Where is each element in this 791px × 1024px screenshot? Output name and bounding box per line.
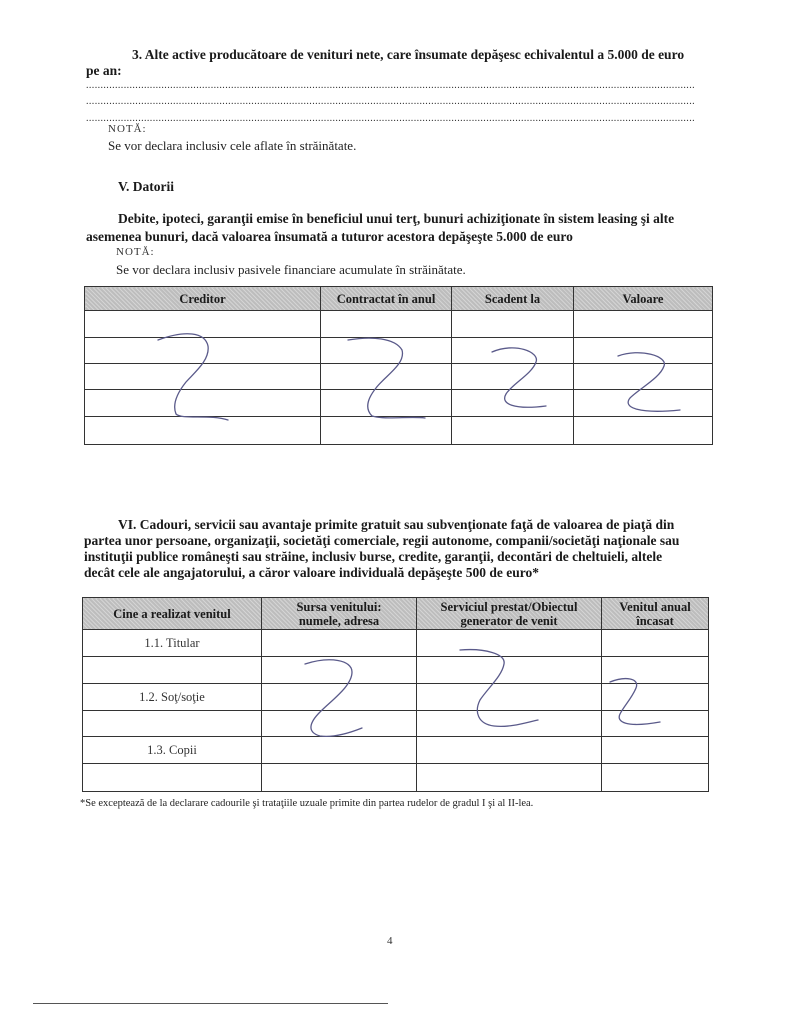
header-service-object: Serviciul prestat/Obiectul generator de venit	[417, 598, 602, 630]
table-row	[85, 311, 713, 338]
table-row	[85, 417, 713, 445]
header-who-earned: Cine a realizat venitul	[83, 598, 262, 630]
table-row	[83, 630, 709, 657]
header-due-date: Scadent la	[452, 287, 574, 311]
header-value: Valoare	[574, 287, 713, 311]
dotted-line-3: ..................................................................................................................................................................................................................	[86, 113, 695, 124]
section3-title: 3. Alte active producătoare de venituri nete, care însumate depăşesc echivalentul a 5.000 de euro	[132, 47, 685, 62]
dotted-line-2: ..................................................................................................................................................................................................................	[86, 96, 695, 107]
section6-title-line4: decât cele ale angajatorului, a căror valoare individuală depăşeşte 500 de euro*	[84, 565, 539, 580]
section6-title-line2: partea unor persoane, organizaţii, societăţi comerciale, regii autonome, companii/societăţi naţionale sau	[84, 533, 680, 548]
header-creditor: Creditor	[85, 287, 321, 311]
page-number: 4	[387, 935, 393, 947]
table-row	[83, 711, 709, 737]
dotted-line-1: ..................................................................................................................................................................................................................	[86, 80, 695, 91]
section5-title-continuation: asemenea bunuri, dacă valoarea însumată a tuturor acestora depăşeşte 5.000 de euro	[86, 229, 573, 244]
table-row	[85, 338, 713, 364]
section6-footnote: *Se exceptează de la declarare cadourile şi trataţiile uzuale primite din partea rudelor de gradul I şi al II-lea.	[80, 798, 534, 809]
table-row	[85, 390, 713, 417]
debts-table-header	[85, 287, 713, 311]
header-annual-income: Venitul anual încasat	[602, 598, 709, 630]
section5-heading: V. Datorii	[118, 179, 174, 194]
table-row	[83, 684, 709, 711]
row-label-children: 1.3. Copii	[83, 737, 262, 764]
bottom-divider	[33, 1003, 388, 1004]
table-row	[83, 657, 709, 684]
table-row	[83, 764, 709, 792]
section5-note-label: NOTĂ:	[116, 246, 155, 258]
section5-note-text: Se vor declara inclusiv pasivele financiare acumulate în străinătate.	[116, 262, 466, 277]
gifts-table-header	[83, 598, 709, 630]
table-row	[85, 364, 713, 390]
section6-title-line3: instituţii publice româneşti sau străine, inclusiv burse, credite, garanţii, decontări de cheltuieli, altele	[84, 549, 663, 564]
header-income-source: Sursa venitului: numele, adresa	[262, 598, 417, 630]
section6-title-line1: VI. Cadouri, servicii sau avantaje primite gratuit sau subvenţionate faţă de valoarea de piaţă din	[118, 517, 675, 532]
row-label-spouse: 1.2. Soţ/soţie	[83, 684, 262, 711]
header-contracted-year: Contractat în anul	[321, 287, 452, 311]
row-label-titular: 1.1. Titular	[83, 630, 262, 657]
gifts-table	[82, 597, 709, 792]
debts-table	[84, 286, 713, 445]
section3-note-label: NOTĂ:	[108, 123, 147, 135]
section3-title-continuation: pe an:	[86, 63, 122, 78]
table-row	[83, 737, 709, 764]
section3-note-text: Se vor declara inclusiv cele aflate în străinătate.	[108, 138, 357, 153]
section5-title: Debite, ipoteci, garanţii emise în beneficiul unui terţ, bunuri achiziţionate în sistem leasing şi alte	[118, 211, 675, 226]
